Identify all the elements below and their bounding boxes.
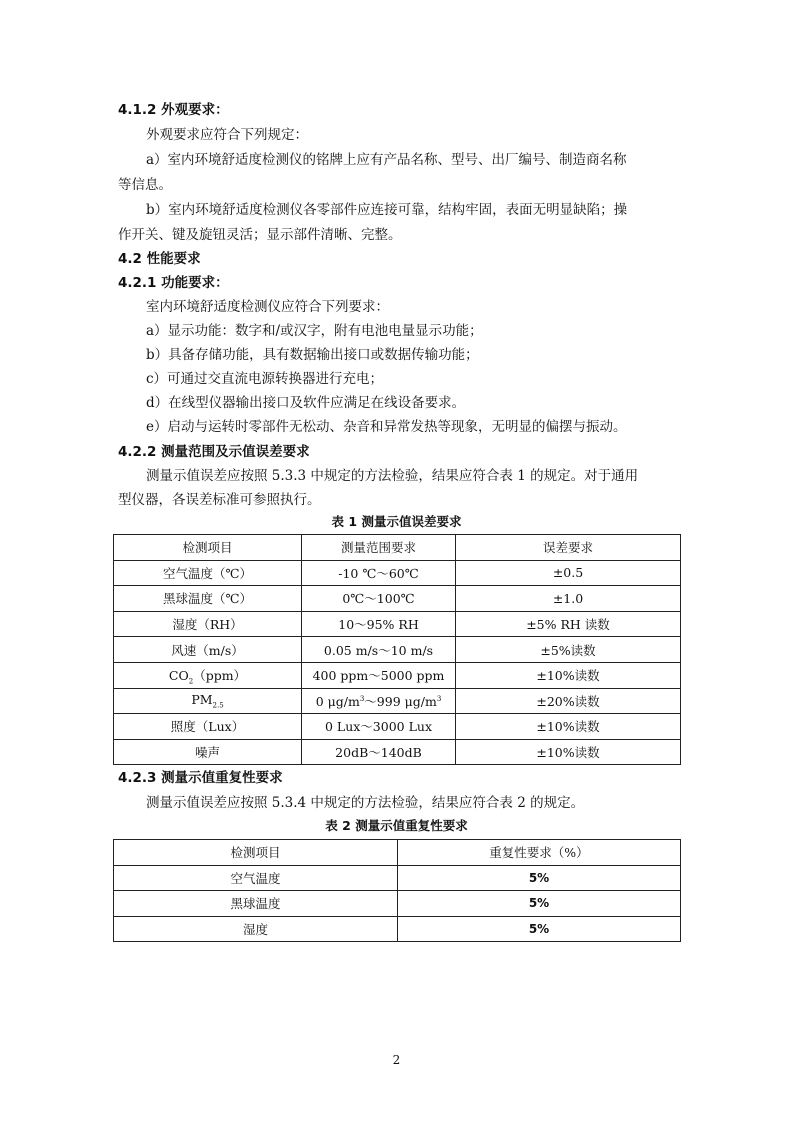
paragraph: 室内环境舒适度检测仪应符合下列要求： — [146, 299, 389, 315]
table-row — [114, 688, 681, 714]
table-cell: 黑球温度（℃） — [114, 586, 302, 612]
table-1 — [113, 534, 681, 765]
section-4-2-heading: 4.2 性能要求 — [118, 251, 201, 267]
co2-label: CO — [168, 667, 189, 683]
table-cell: ±5% RH 读数 — [456, 611, 681, 637]
table-cell — [114, 688, 302, 714]
table-cell: 照度（Lux） — [114, 714, 302, 740]
table-header-cell: 检测项目 — [114, 840, 398, 866]
table-cell: ±10%读数 — [456, 739, 681, 765]
table-cell: ±0.5 — [456, 560, 681, 586]
table-1-caption: 表 1 测量示值误差要求 — [331, 514, 462, 529]
table-cell: 噪声 — [114, 739, 302, 765]
table-cell: 0.05 m/s～10 m/s — [302, 637, 456, 663]
list-item: c）可通过交直流电源转换器进行充电； — [146, 371, 384, 387]
table-cell: 湿度（RH） — [114, 611, 302, 637]
pm-subscript: 2.5 — [212, 701, 224, 710]
table-cell: 风速（m/s） — [114, 637, 302, 663]
list-item: b）具备存储功能，具有数据输出接口或数据传输功能； — [146, 347, 479, 363]
pm-label: PM — [191, 692, 213, 708]
table-row — [114, 586, 681, 612]
table-header-cell: 重复性要求（%） — [398, 840, 681, 866]
range-end: ～999 μg/m — [364, 693, 437, 709]
table-cell: 400 ppm～5000 ppm — [302, 662, 456, 688]
table-row — [114, 739, 681, 765]
table-row — [114, 865, 681, 891]
table-cell: 0℃～100℃ — [302, 586, 456, 612]
table-2-caption: 表 2 测量示值重复性要求 — [325, 818, 468, 833]
superscript: 3 — [436, 694, 442, 703]
table-header-cell: 检测项目 — [114, 535, 302, 561]
table-cell: 20dB～140dB — [302, 739, 456, 765]
table-cell: 空气温度 — [114, 865, 398, 891]
paragraph: 测量示值误差应按照 5.3.3 中规定的方法检验，结果应符合表 1 的规定。对于通用 — [146, 468, 639, 484]
table-cell: 0 Lux～3000 Lux — [302, 714, 456, 740]
table-header-row — [114, 840, 681, 866]
table-header-cell: 测量范围要求 — [302, 535, 456, 561]
paragraph: a）室内环境舒适度检测仪的铭牌上应有产品名称、型号、出厂编号、制造商名称 — [146, 152, 627, 168]
table-cell: 5% — [398, 891, 681, 917]
co2-subscript: 2 — [188, 677, 194, 686]
table-cell: ±20%读数 — [456, 688, 681, 714]
table-row — [114, 637, 681, 663]
table-row — [114, 611, 681, 637]
section-4-2-2-heading: 4.2.2 测量范围及示值误差要求 — [118, 444, 310, 460]
table-cell: 空气温度（℃） — [114, 560, 302, 586]
list-item: a）显示功能：数字和/或汉字，附有电池电量显示功能； — [146, 323, 483, 339]
table-cell: ±1.0 — [456, 586, 681, 612]
table-row — [114, 916, 681, 942]
table-cell: 10～95% RH — [302, 611, 456, 637]
table-cell: ±10%读数 — [456, 714, 681, 740]
paragraph: b）室内环境舒适度检测仪各零部件应连接可靠，结构牢固，表面无明显缺陷；操 — [146, 202, 628, 218]
co2-unit: （ppm） — [193, 667, 247, 683]
range-start: 0 μg/m — [315, 693, 360, 709]
paragraph: 作开关、键及旋钮灵活；显示部件清晰、完整。 — [118, 227, 402, 243]
section-4-1-2-heading: 4.1.2 外观要求： — [118, 102, 229, 118]
table-cell — [302, 688, 456, 714]
list-item: d）在线型仪器输出接口及软件应满足在线设备要求。 — [146, 395, 466, 411]
section-4-2-1-heading: 4.2.1 功能要求： — [118, 275, 229, 291]
table-header-row — [114, 535, 681, 561]
table-cell — [114, 662, 302, 688]
table-cell: ±5%读数 — [456, 637, 681, 663]
table-cell: 5% — [398, 916, 681, 942]
paragraph: 测量示值误差应按照 5.3.4 中规定的方法检验，结果应符合表 2 的规定。 — [146, 795, 585, 811]
table-header-cell: 误差要求 — [456, 535, 681, 561]
paragraph: 外观要求应符合下列规定： — [146, 127, 308, 143]
table-cell: 5% — [398, 865, 681, 891]
table-cell: ±10%读数 — [456, 662, 681, 688]
table-row — [114, 662, 681, 688]
table-cell: 湿度 — [114, 916, 398, 942]
table-row — [114, 891, 681, 917]
paragraph: 型仪器，各误差标准可参照执行。 — [118, 492, 321, 508]
page-number: 2 — [392, 1053, 401, 1067]
paragraph: 等信息。 — [118, 177, 172, 193]
table-row — [114, 560, 681, 586]
table-2 — [113, 839, 681, 942]
table-cell: -10 ℃～60℃ — [302, 560, 456, 586]
table-cell: 黑球温度 — [114, 891, 398, 917]
table-row — [114, 714, 681, 740]
superscript: 3 — [359, 694, 365, 703]
list-item: e）启动与运转时零部件无松动、杂音和异常发热等现象，无明显的偏摆与振动。 — [146, 419, 627, 435]
section-4-2-3-heading: 4.2.3 测量示值重复性要求 — [118, 770, 283, 786]
